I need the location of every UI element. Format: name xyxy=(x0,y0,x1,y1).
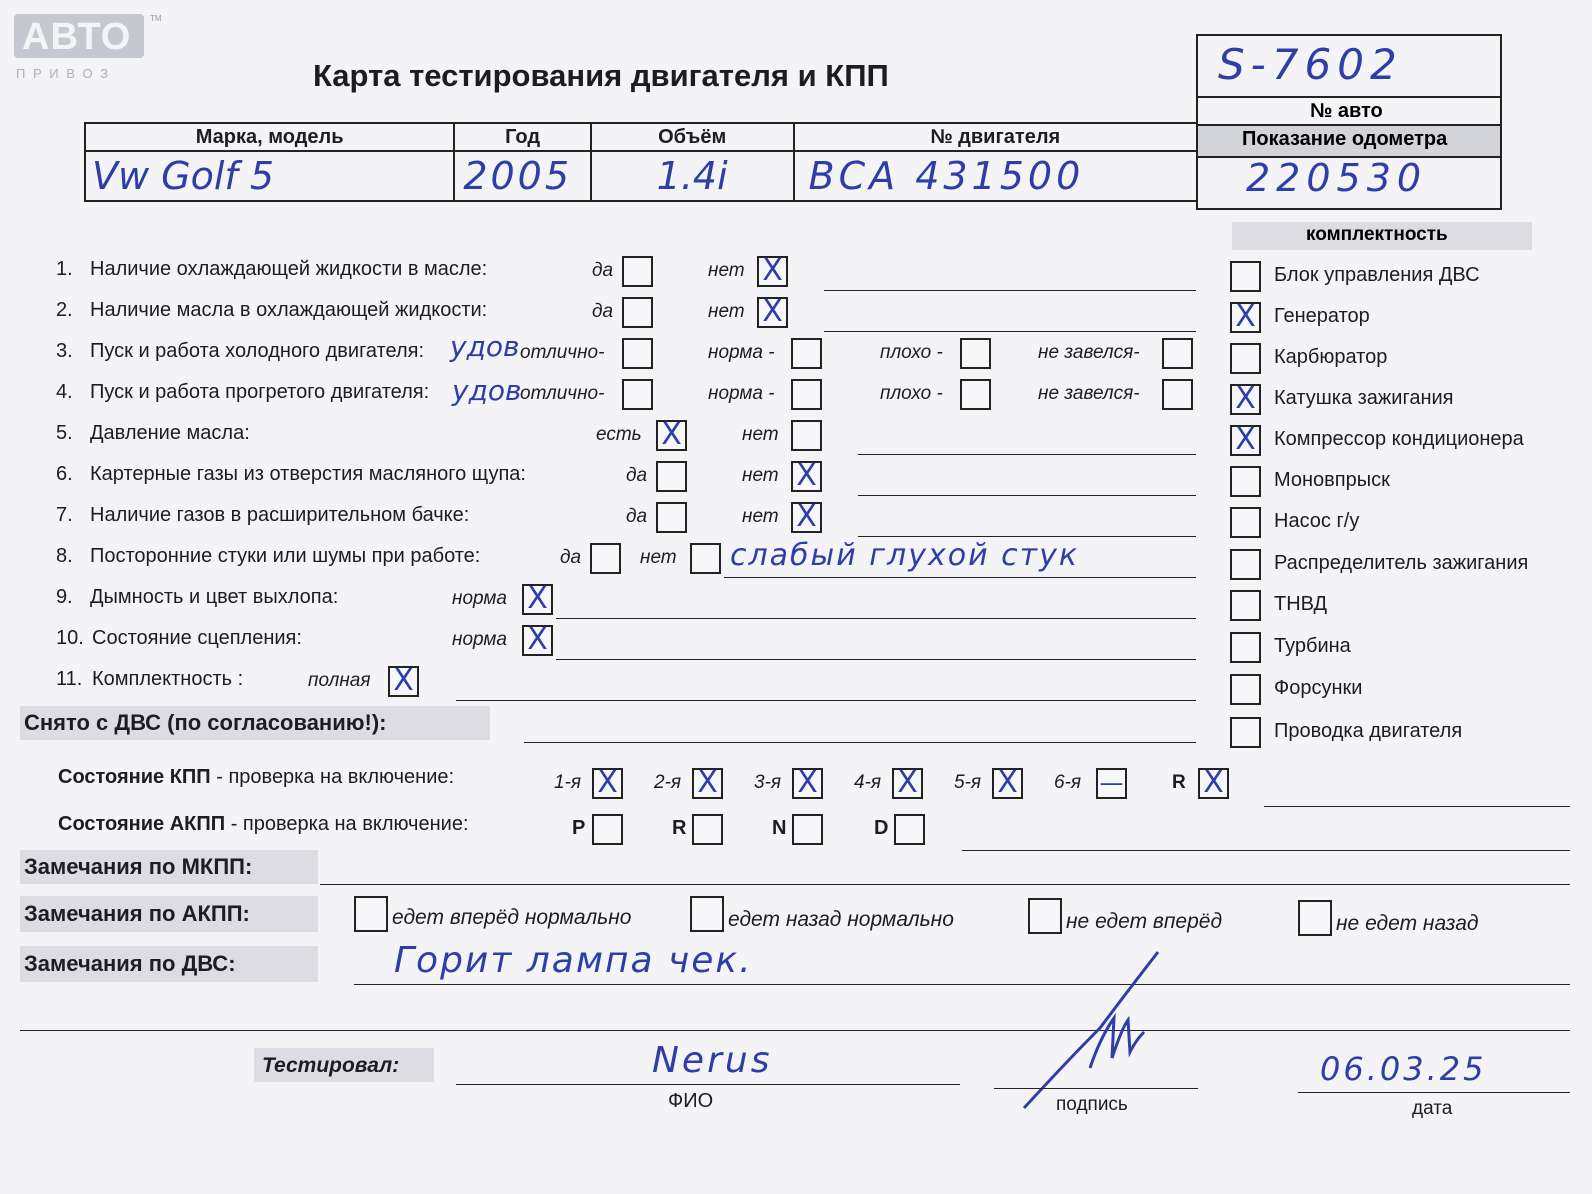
check-9-opt1: норма xyxy=(452,588,507,609)
akpp-mode-r: R xyxy=(672,817,687,839)
signature-caption: подпись xyxy=(1056,1094,1128,1115)
check-label-11: Комплектность : xyxy=(92,668,244,690)
akpp-label-bold: Состояние АКПП xyxy=(58,813,226,835)
check-3-opt1: отлично- xyxy=(520,342,605,363)
akpp-box-n[interactable] xyxy=(792,814,823,845)
removed-line xyxy=(524,742,1196,743)
check-2-opt1: да xyxy=(592,301,614,322)
check-4-opt4: не завелся- xyxy=(1038,383,1140,404)
header-col-engine: № двигателя xyxy=(794,123,1197,151)
akpp-remark-box-3[interactable] xyxy=(1028,898,1062,934)
check-6-opt2: нет xyxy=(742,465,779,486)
kit-label-5: Компрессор кондиционера xyxy=(1274,428,1524,450)
odometer-label: Показание одометра xyxy=(1242,128,1448,150)
check-num-8: 8. xyxy=(56,545,73,567)
gear-mark-2: X xyxy=(697,765,718,800)
remarks-dvs-label: Замечания по ДВС: xyxy=(24,951,236,976)
check-num-4: 4. xyxy=(56,381,73,403)
check-4-handwritten: удов xyxy=(452,374,522,407)
kit-label-6: Моновпрыск xyxy=(1274,469,1390,491)
odometer-value: 220530 xyxy=(1246,156,1428,200)
check-7-opt1: да xyxy=(626,506,648,527)
kit-box-10[interactable] xyxy=(1230,632,1261,663)
check-4-opt3: плохо - xyxy=(880,383,943,404)
kit-mark-5: X xyxy=(1235,422,1256,457)
kit-label-1: Блок управления ДВС xyxy=(1274,264,1480,286)
gear-label-4: 4-я xyxy=(854,772,882,793)
kpp-label-bold: Состояние КПП xyxy=(58,766,211,788)
check-label-4: Пуск и работа прогретого двигателя: xyxy=(90,381,430,403)
akpp-mode-d: D xyxy=(874,817,889,839)
gear-label-6: 6-я xyxy=(1054,772,1082,793)
kit-label-9: ТНВД xyxy=(1274,593,1328,615)
gear-label-r: R xyxy=(1172,772,1186,793)
check-10-line xyxy=(556,659,1196,660)
auto-number-value: S-7602 xyxy=(1218,40,1403,89)
akpp-box-d[interactable] xyxy=(894,814,925,845)
check-3-box2[interactable] xyxy=(791,338,822,369)
check-2-line xyxy=(824,331,1196,332)
check-label-7: Наличие газов в расширительном бачке: xyxy=(90,504,470,526)
check-6-box1[interactable] xyxy=(656,461,687,492)
check-1-mark2: X xyxy=(762,253,783,288)
check-label-10: Состояние сцепления: xyxy=(92,627,302,649)
check-6-line xyxy=(858,495,1196,496)
check-7-opt2: нет xyxy=(742,506,779,527)
check-3-box1[interactable] xyxy=(622,338,653,369)
check-3-opt4: не завелся- xyxy=(1038,342,1140,363)
auto-number-divider xyxy=(1198,96,1500,98)
gear-mark-1: X xyxy=(597,765,618,800)
check-5-mark1: X xyxy=(661,417,682,452)
akpp-box-p[interactable] xyxy=(592,814,623,845)
check-label-1: Наличие охлаждающей жидкости в масле: xyxy=(90,258,488,280)
check-label-9: Дымность и цвет выхлопа: xyxy=(90,586,339,608)
akpp-remark-box-2[interactable] xyxy=(690,896,724,932)
signature-line xyxy=(994,1088,1198,1089)
check-num-5: 5. xyxy=(56,422,73,444)
kit-box-12[interactable] xyxy=(1230,717,1261,748)
value-year: 2005 xyxy=(454,151,590,201)
logo-tm: TM xyxy=(150,14,162,23)
signature-stroke xyxy=(1024,952,1158,1108)
kit-box-9[interactable] xyxy=(1230,590,1261,621)
auto-number-label: № авто xyxy=(1310,100,1383,122)
gear-mark-r: X xyxy=(1203,765,1224,800)
check-4-box3[interactable] xyxy=(960,379,991,410)
check-10-opt1: норма xyxy=(452,629,507,650)
akpp-label-rest: - проверка на включение: xyxy=(225,813,469,835)
akpp-remark-opt-2: едет назад нормально xyxy=(728,908,954,931)
check-3-box3[interactable] xyxy=(960,338,991,369)
kit-box-1[interactable] xyxy=(1230,261,1261,292)
check-3-handwritten: удов xyxy=(450,330,520,363)
check-3-box4[interactable] xyxy=(1162,338,1193,369)
check-6-opt1: да xyxy=(626,465,648,486)
kit-box-8[interactable] xyxy=(1230,549,1261,580)
kit-mark-4: X xyxy=(1235,381,1256,416)
kit-box-3[interactable] xyxy=(1230,343,1261,374)
akpp-line xyxy=(962,850,1570,851)
remarks-dvs-line xyxy=(354,984,1570,985)
check-num-3: 3. xyxy=(56,340,73,362)
kit-mark-2: X xyxy=(1235,299,1256,334)
gear-mark-5: X xyxy=(997,765,1018,800)
header-col-year: Год xyxy=(454,123,590,151)
check-num-6: 6. xyxy=(56,463,73,485)
kpp-label xyxy=(58,766,454,789)
kit-label-7: Насос г/у xyxy=(1274,510,1360,532)
check-8-box2[interactable] xyxy=(690,543,721,574)
check-2-box1[interactable] xyxy=(622,297,653,328)
gear-label-5: 5-я xyxy=(954,772,982,793)
check-1-opt1: да xyxy=(592,260,614,281)
tested-label: Тестировал: xyxy=(262,1054,400,1077)
akpp-remark-opt-4: не едет назад xyxy=(1336,912,1479,935)
header-col-volume: Объём xyxy=(591,123,794,151)
check-label-6: Картерные газы из отверстия масляного щупа: xyxy=(90,463,526,485)
value-volume: 1.4i xyxy=(591,151,794,201)
kpp-line xyxy=(1264,806,1570,807)
check-8-opt1: да xyxy=(560,547,582,568)
check-3-opt2: норма - xyxy=(708,342,775,363)
kit-label-12: Проводка двигателя xyxy=(1274,720,1463,742)
akpp-remark-opt-3: не едет вперёд xyxy=(1066,910,1223,933)
check-9-line xyxy=(556,618,1196,619)
gear-label-2: 2-я xyxy=(654,772,682,793)
remarks-dvs-note: Горит лампа чек. xyxy=(394,940,753,981)
signature-drawing xyxy=(1010,948,1210,1118)
check-1-opt2: нет xyxy=(708,260,745,281)
check-num-9: 9. xyxy=(56,586,73,608)
kit-box-6[interactable] xyxy=(1230,466,1261,497)
akpp-remark-opt-1: едет вперёд нормально xyxy=(392,906,632,929)
tester-name: Nerus xyxy=(652,1040,773,1081)
check-4-box1[interactable] xyxy=(622,379,653,410)
akpp-label xyxy=(58,813,469,836)
check-4-opt1: отлично- xyxy=(520,383,605,404)
check-8-opt2: нет xyxy=(640,547,677,568)
remarks-mkpp-label: Замечания по МКПП: xyxy=(24,854,253,879)
kit-box-11[interactable] xyxy=(1230,674,1261,705)
auto-number-box xyxy=(1196,34,1502,210)
check-6-mark2: X xyxy=(796,458,817,493)
check-10-mark1: X xyxy=(527,622,548,657)
check-label-2: Наличие масла в охлаждающей жидкости: xyxy=(90,299,488,321)
value-engine: BCA 431500 xyxy=(794,151,1197,201)
check-11-mark1: X xyxy=(393,663,414,698)
check-9-mark1: X xyxy=(527,581,548,616)
check-num-7: 7. xyxy=(56,504,73,526)
akpp-box-r[interactable] xyxy=(692,814,723,845)
remarks-akpp-label: Замечания по АКПП: xyxy=(24,901,250,926)
vehicle-info-table xyxy=(84,122,1198,202)
gear-label-1: 1-я xyxy=(554,772,582,793)
check-num-11: 11. xyxy=(56,668,83,690)
check-2-mark2: X xyxy=(762,294,783,329)
check-7-mark2: X xyxy=(796,499,817,534)
check-8-line xyxy=(724,577,1196,578)
check-label-8: Посторонние стуки или шумы при работе: xyxy=(90,545,481,567)
remarks-extra-line xyxy=(20,1030,1570,1031)
akpp-mode-n: N xyxy=(772,817,787,839)
fio-caption: ФИО xyxy=(668,1090,714,1112)
gear-mark-6: — xyxy=(1099,769,1124,797)
removed-label: Снято с ДВС (по согласованию!): xyxy=(24,710,387,735)
kit-label-2: Генератор xyxy=(1274,305,1370,327)
check-8-box1[interactable] xyxy=(590,543,621,574)
check-label-5: Давление масла: xyxy=(90,422,250,444)
header-col-model: Марка, модель xyxy=(85,123,454,151)
kit-label-3: Карбюратор xyxy=(1274,346,1388,368)
gear-mark-4: X xyxy=(897,765,918,800)
check-4-box4[interactable] xyxy=(1162,379,1193,410)
check-4-box2[interactable] xyxy=(791,379,822,410)
page-title: Карта тестирования двигателя и КПП xyxy=(313,58,889,93)
check-7-line xyxy=(858,536,1196,537)
check-num-10: 10. xyxy=(56,627,84,649)
kit-label-10: Турбина xyxy=(1274,635,1351,657)
logo-text: АВТО xyxy=(22,16,132,58)
akpp-mode-p: P xyxy=(572,817,586,839)
check-8-note: слабый глухой стук xyxy=(730,538,1079,573)
check-num-1: 1. xyxy=(56,258,73,280)
kit-label-8: Распределитель зажигания xyxy=(1274,552,1529,574)
check-label-3: Пуск и работа холодного двигателя: xyxy=(90,340,425,362)
check-11-opt1: полная xyxy=(308,670,371,691)
check-1-box1[interactable] xyxy=(622,256,653,287)
check-5-opt2: нет xyxy=(742,424,779,445)
check-3-opt3: плохо - xyxy=(880,342,943,363)
date-value: 06.03.25 xyxy=(1320,1050,1487,1088)
kit-label-4: Катушка зажигания xyxy=(1274,387,1454,409)
kit-title: комплектность xyxy=(1306,224,1448,245)
check-4-opt2: норма - xyxy=(708,383,775,404)
kit-box-7[interactable] xyxy=(1230,507,1261,538)
kpp-label-rest: - проверка на включение: xyxy=(210,766,455,788)
check-num-2: 2. xyxy=(56,299,73,321)
remarks-mkpp-line xyxy=(320,884,1570,885)
akpp-remark-box-1[interactable] xyxy=(354,896,388,932)
akpp-remark-box-4[interactable] xyxy=(1298,900,1332,936)
logo-subtitle: П Р И В О З xyxy=(16,66,111,81)
check-5-line xyxy=(858,454,1196,455)
check-1-line xyxy=(824,290,1196,291)
date-line xyxy=(1298,1092,1570,1093)
check-11-line xyxy=(456,700,1196,701)
fio-line xyxy=(456,1084,960,1085)
gear-label-3: 3-я xyxy=(754,772,782,793)
date-caption: дата xyxy=(1412,1098,1453,1119)
check-5-box2[interactable] xyxy=(791,420,822,451)
check-5-opt1: есть xyxy=(596,424,642,445)
kit-label-11: Форсунки xyxy=(1274,677,1363,699)
check-2-opt2: нет xyxy=(708,301,745,322)
logo xyxy=(14,14,162,84)
check-7-box1[interactable] xyxy=(656,502,687,533)
value-model: Vw Golf 5 xyxy=(85,151,454,201)
gear-mark-3: X xyxy=(797,765,818,800)
